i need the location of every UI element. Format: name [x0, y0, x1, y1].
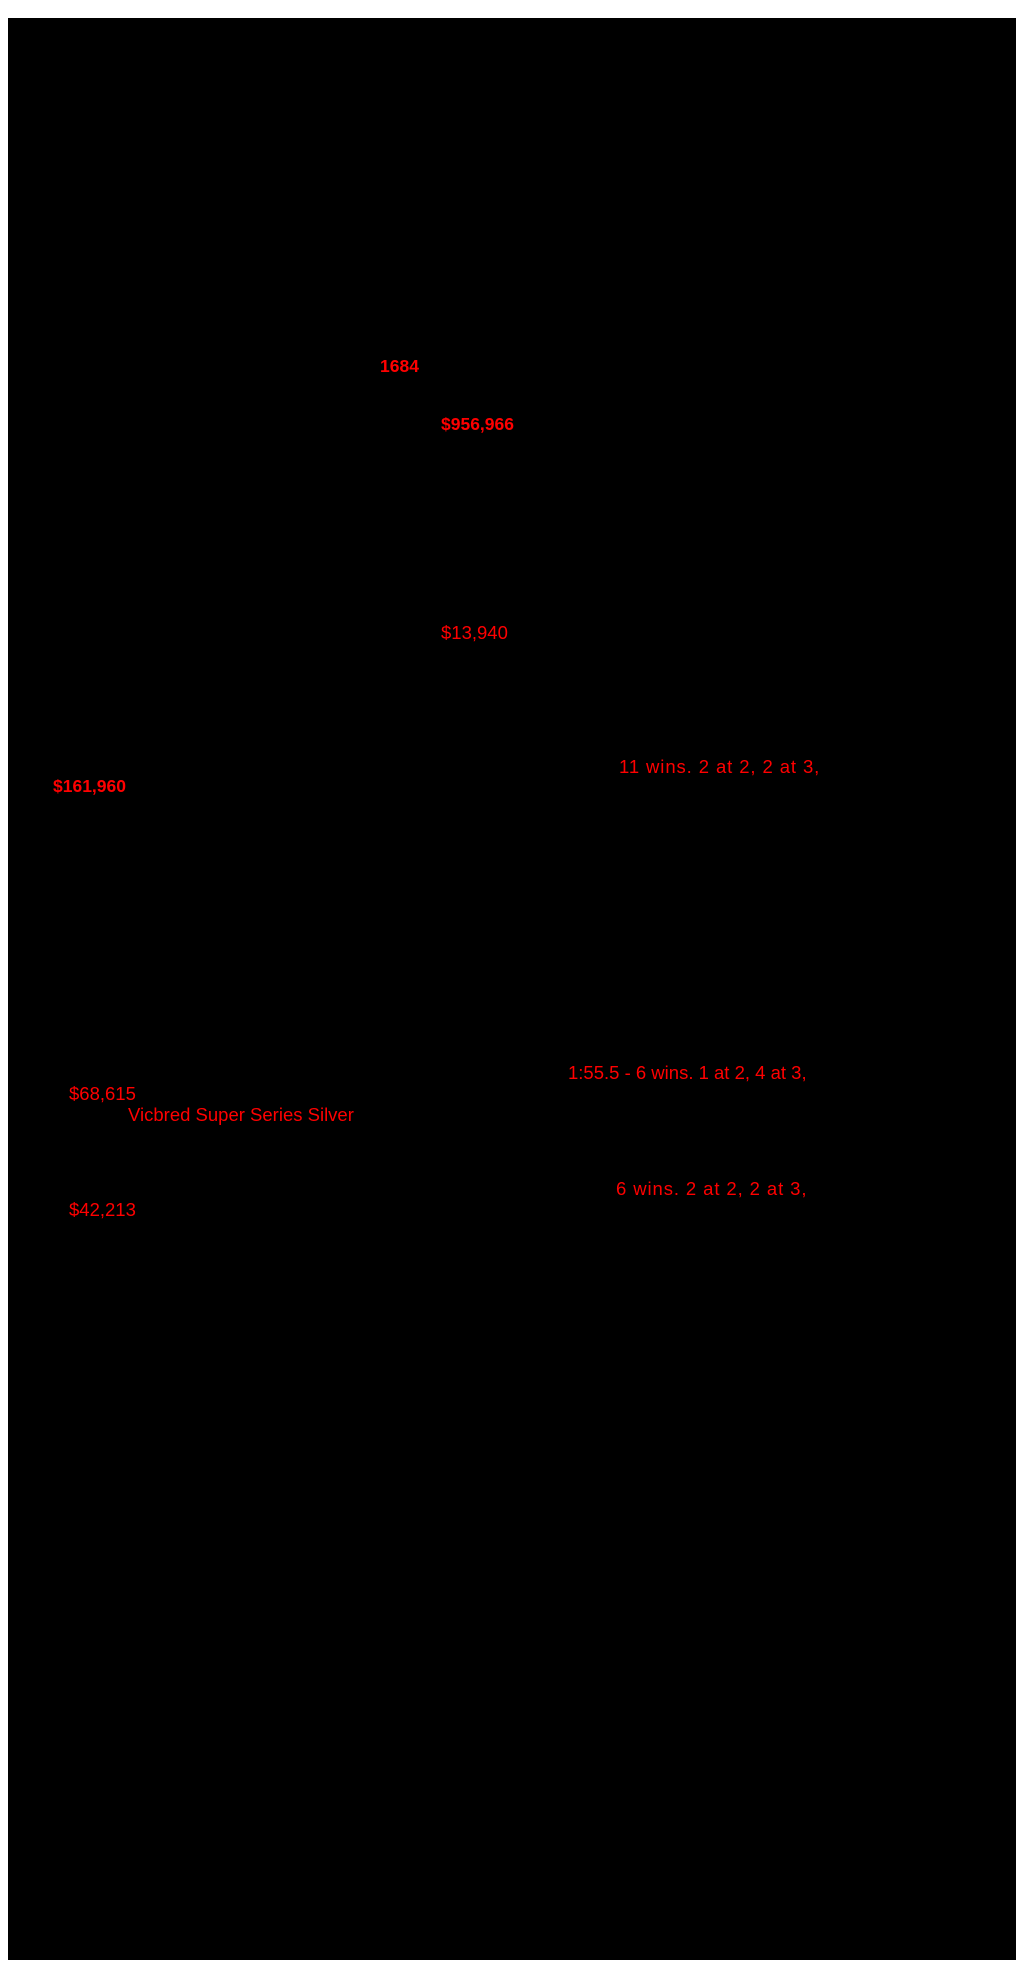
race-name-text: Vicbred Super Series Silver	[128, 1104, 354, 1125]
earnings-68615-text: $68,615	[69, 1083, 136, 1104]
race-record-1-text: 11 wins. 2 at 2, 2 at 3,	[619, 756, 821, 777]
earnings-161960-text: $161,960	[53, 776, 126, 796]
race-record-2-text: 1:55.5 - 6 wins. 1 at 2, 4 at 3,	[568, 1062, 807, 1083]
race-record-3-text: 6 wins. 2 at 2, 2 at 3,	[616, 1178, 808, 1199]
earnings-secondary-text: $13,940	[441, 622, 508, 643]
earnings-42213-text: $42,213	[69, 1199, 136, 1220]
document-page	[8, 18, 1016, 1960]
foal-count-text: 1684	[380, 356, 419, 376]
earnings-total-text: $956,966	[441, 414, 514, 434]
